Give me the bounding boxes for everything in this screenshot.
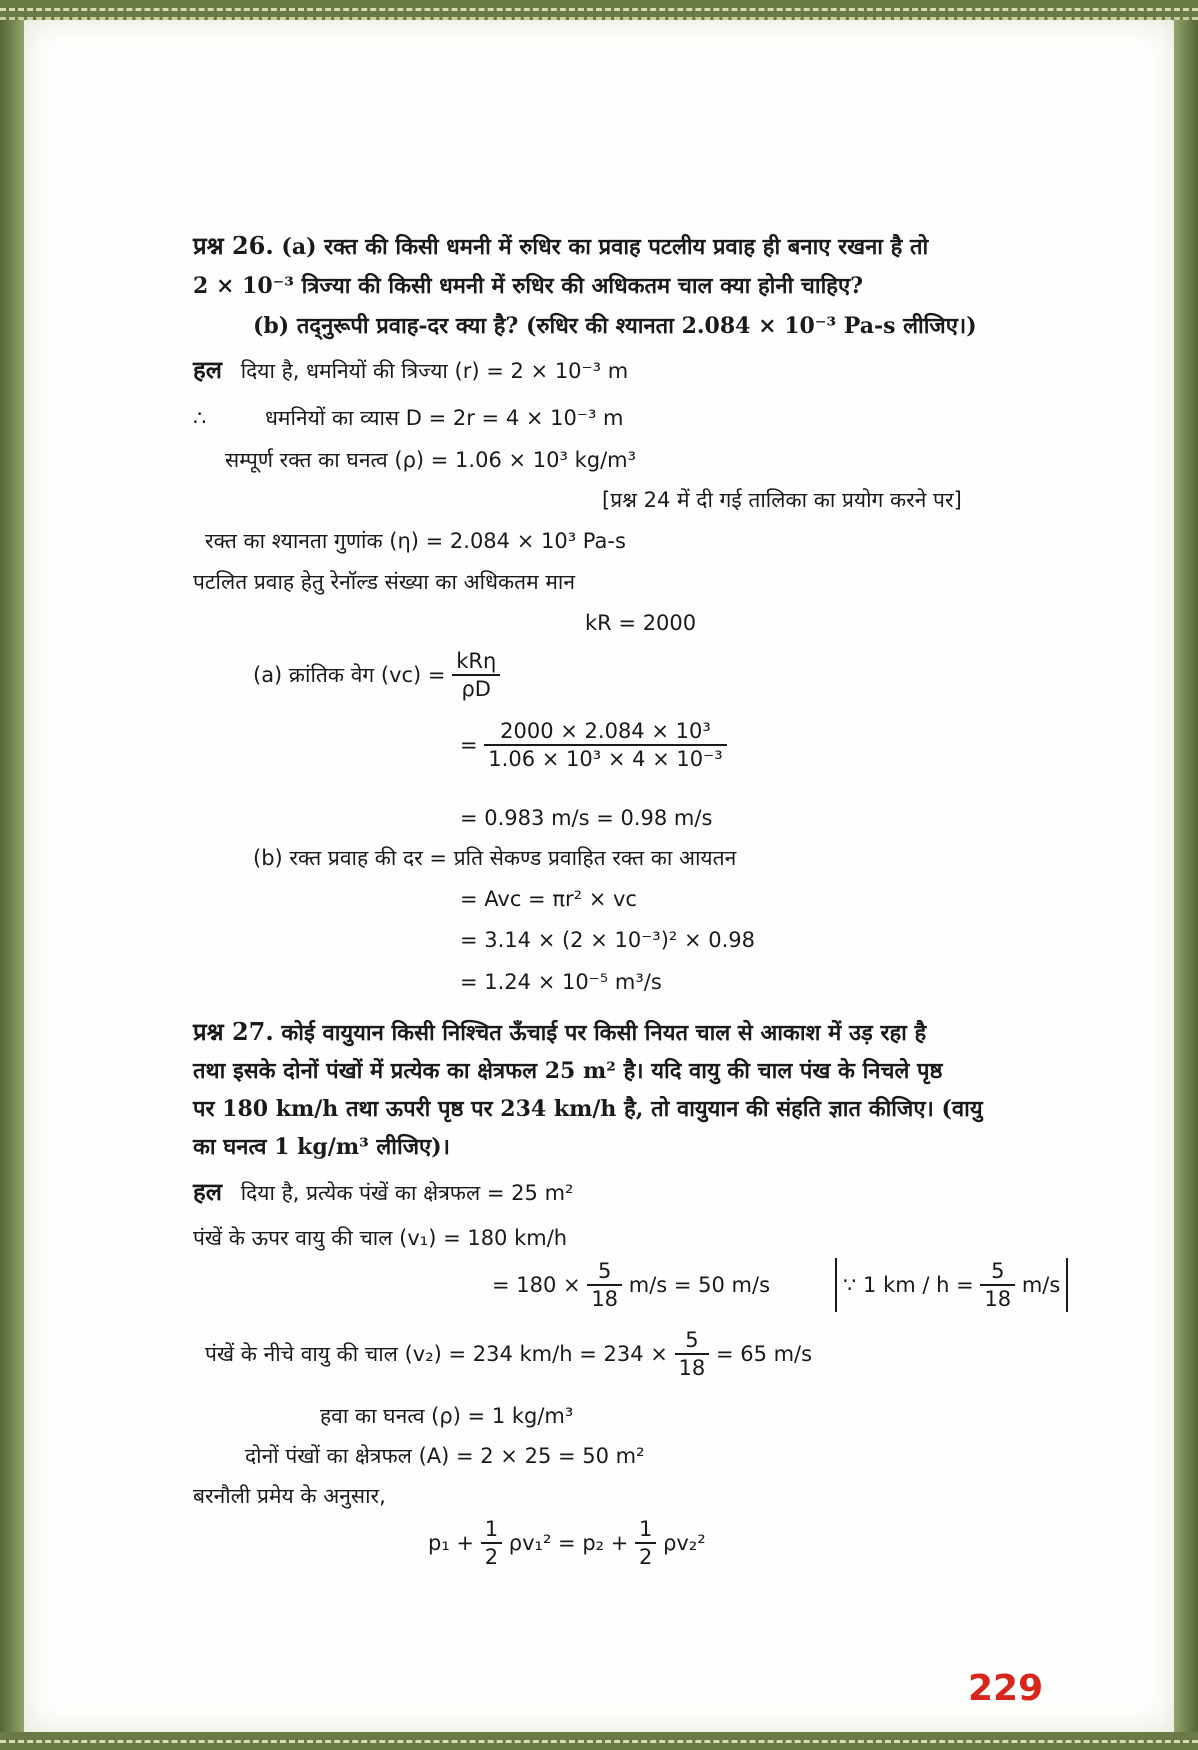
sol27-s8c-den: 2 — [639, 1545, 653, 1569]
sol27-s4-num: 5 — [675, 1327, 710, 1355]
sol26-a-den: ρD — [461, 677, 491, 701]
sol26-a2-fraction — [484, 718, 726, 772]
sol26-s4: [प्रश्न 24 में दी गई तालिका का प्रयोग करने पर] — [602, 488, 962, 512]
q27-text1: कोई वायुयान किसी निश्चित ऊँचाई पर किसी नियत चाल से आकाश में उड़ रहा है — [281, 1020, 927, 1046]
sol26-s5: रक्त का श्यानता गुणांक (η) = 2.084 × 10³ Pa-s — [205, 529, 626, 553]
sol26-a2-line — [460, 718, 727, 772]
sol26-a3: = 0.983 m/s = 0.98 m/s — [460, 806, 713, 830]
q26-line2: 2 × 10⁻³ त्रिज्या की किसी धमनी में रुधिर की अधिकतम चाल क्या होनी चाहिए? — [193, 273, 864, 299]
sol27-s3d: m/s — [1021, 1273, 1061, 1297]
q27-line2: तथा इसके दोनों पंखों में प्रत्येक का क्षेत्रफल 25 m² है। यदि वायु की चाल पंख के निचले पृष्ठ — [193, 1058, 943, 1084]
sol26-line1 — [193, 356, 628, 385]
sol27-line1 — [193, 1178, 573, 1207]
sol27-s3-fraction — [587, 1258, 622, 1312]
sol27-s8c-num: 1 — [635, 1516, 656, 1544]
equals-sign: = — [460, 733, 478, 757]
sol26-s7: kR = 2000 — [585, 611, 697, 635]
sol27-s4-fraction — [675, 1327, 710, 1381]
sol27-s3c-num: 5 — [980, 1258, 1015, 1286]
sol26-b1: (b) रक्त प्रवाह की दर = प्रति सेकण्ड प्रवाहित रक्त का आयतन — [253, 846, 737, 870]
sol27-s6: दोनों पंखों का क्षेत्रफल (A) = 2 × 25 = 50 m² — [245, 1444, 645, 1468]
sol27-s3c-den: 18 — [984, 1287, 1012, 1311]
left-border — [0, 20, 24, 1732]
q26-line3: (b) तद्नुरूपी प्रवाह-दर क्या है? (रुधिर की श्यानता 2.084 × 10⁻³ Pa-s लीजिए।) — [253, 313, 977, 339]
sol27-s3b: m/s = 50 m/s — [628, 1273, 771, 1297]
sol27-s3-num: 5 — [587, 1258, 622, 1286]
therefore-symbol: ∴ — [193, 406, 207, 430]
sol27-s8a: p₁ + — [428, 1531, 475, 1555]
sol27-s3c: ∵ 1 km / h = — [843, 1273, 974, 1297]
q27-line1 — [193, 1018, 926, 1047]
sol26-b2: = Avc = πr² × vc — [460, 887, 637, 911]
sol26-hal: हल — [193, 356, 223, 384]
sol26-a-label: (a) क्रांतिक वेग (vc) = — [253, 663, 446, 687]
bottom-border — [0, 1732, 1198, 1750]
sol27-s7: बरनौली प्रमेय के अनुसार, — [193, 1484, 386, 1508]
sol27-s4-den: 18 — [678, 1356, 706, 1380]
sol26-a-fraction — [452, 648, 500, 702]
sol26-s6: पटलित प्रवाह हेतु रेनॉल्ड संख्या का अधिकतम मान — [193, 570, 576, 594]
sol27-s8d: ρv₂² — [663, 1531, 706, 1555]
q27-label: प्रश्न 27. — [193, 1017, 274, 1046]
sol26-s1: दिया है, धमनियों की त्रिज्या (r) = 2 × 10⁻³ m — [240, 359, 629, 383]
sol26-a-line — [253, 648, 500, 702]
q26-line1 — [193, 232, 928, 261]
right-border — [1174, 20, 1198, 1732]
sol26-b3: = 3.14 × (2 × 10⁻³)² × 0.98 — [460, 928, 756, 952]
sol26-s2: धमनियों का व्यास D = 2r = 4 × 10⁻³ m — [265, 406, 624, 430]
q26-text1: (a) रक्त की किसी धमनी में रुधिर का प्रवाह पटलीय प्रवाह ही बनाए रखना है तो — [281, 234, 929, 260]
sol26-s3: सम्पूर्ण रक्त का घनत्व (ρ) = 1.06 × 10³ kg/m³ — [225, 448, 637, 472]
sol27-s3c-fraction — [980, 1258, 1015, 1312]
sol26-b4: = 1.24 × 10⁻⁵ m³/s — [460, 970, 662, 994]
sol27-s8-den: 2 — [484, 1545, 499, 1569]
sol27-hal: हल — [193, 1178, 223, 1206]
sol27-s2: पंखें के ऊपर वायु की चाल (v₁) = 180 km/h — [193, 1226, 568, 1250]
sol27-s8-fraction — [481, 1516, 502, 1570]
bernoulli-equation — [428, 1516, 706, 1570]
sol27-s4-line — [205, 1327, 812, 1381]
q27-line4: का घनत्व 1 kg/m³ लीजिए)। — [193, 1134, 450, 1160]
unit-note — [835, 1258, 1068, 1312]
sol27-s3a: = 180 × — [492, 1273, 581, 1297]
sol26-a2-num: 2000 × 2.084 × 10³ — [484, 718, 726, 746]
sol27-s3-line — [492, 1258, 770, 1312]
sol27-s5: हवा का घनत्व (ρ) = 1 kg/m³ — [320, 1404, 574, 1428]
sol27-s4b: = 65 m/s — [715, 1342, 813, 1366]
sol27-s8b: ρv₁² = p₂ + — [508, 1531, 629, 1555]
sol27-s8-num: 1 — [481, 1516, 502, 1544]
q27-line3: पर 180 km/h तथा ऊपरी पृष्ठ पर 234 km/h है, तो वायुयान की संहति ज्ञात कीजिए। (वायु — [193, 1096, 983, 1122]
q26-label: प्रश्न 26. — [193, 231, 274, 260]
sol27-s8c-fraction — [635, 1516, 656, 1570]
sol26-a2-den: 1.06 × 10³ × 4 × 10⁻³ — [488, 747, 723, 771]
sol27-s1: दिया है, प्रत्येक पंखें का क्षेत्रफल = 25 m² — [240, 1181, 574, 1205]
sol26-a-num: kRη — [452, 648, 500, 676]
sol27-s3-den: 18 — [591, 1287, 619, 1311]
sol27-s4a: पंखें के नीचे वायु की चाल (v₂) = 234 km/h = 234 × — [205, 1342, 668, 1366]
unit-note-bracket — [835, 1258, 1068, 1312]
top-border — [0, 0, 1198, 20]
page-number: 229 — [968, 1668, 1044, 1709]
